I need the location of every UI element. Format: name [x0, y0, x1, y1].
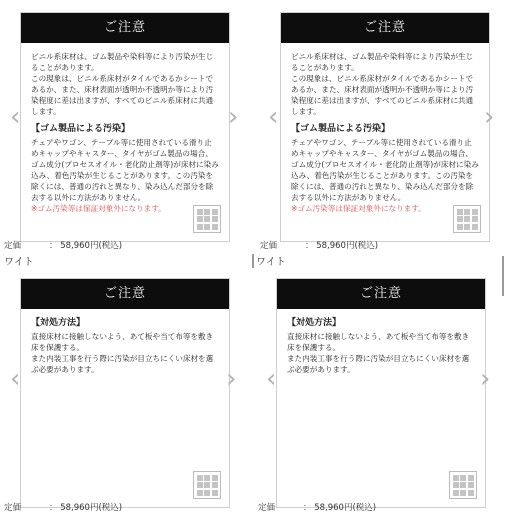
- price-label: 定価: [4, 241, 22, 251]
- chevron-left-icon[interactable]: ‹: [268, 102, 279, 132]
- notice-paragraph: ビニル系床材は、ゴム製品や染料等により汚染が生じることがあります。: [31, 52, 214, 72]
- notice-paragraph: チェアやワゴン、テーブル等に使用されている滑り止めキャップやキャスター、タイヤがゴム製品の場合、ゴム成分(プロセスオイル・老化防止剤等)が床材に染み込み、着色汚染が生じることがあります。この汚染を除くには、普通の汚れと異なり、染み込んだ部分を除去する以外に方法がありません。: [31, 138, 219, 202]
- price-value: ： 58,960円(税込): [303, 503, 377, 513]
- grid-icon[interactable]: [193, 205, 221, 233]
- chevron-left-icon[interactable]: ‹: [10, 102, 21, 132]
- notice-paragraph: この現象は、ビニル系床材がタイルであるかシートであるか、また、床材表面が透明か不透明か等により汚染程度に差は出ますが、すべてのビニル系床材に共通します。: [291, 74, 474, 116]
- product-name-label: ワイト: [4, 257, 34, 268]
- notice-card: [20, 278, 230, 508]
- notice-paragraph: ビニル系床材は、ゴム製品や染料等により汚染が生じることがあります。: [291, 52, 474, 72]
- chevron-right-icon[interactable]: ›: [228, 102, 239, 132]
- notice-card-body: [21, 43, 229, 214]
- notice-warning-text: ※ゴム汚染等は保証対象外になります。: [291, 204, 426, 213]
- notice-paragraph: 直接床材に接触しないよう、あて板や当て布等を敷き床を保護する。: [31, 332, 214, 352]
- notice-card-title: ご注意: [21, 13, 229, 43]
- notice-paragraph: また内装工事を行う際に汚染が目立ちにくい床材を選ぶ必要があります。: [31, 354, 214, 374]
- chevron-right-icon[interactable]: ›: [226, 364, 237, 394]
- chevron-right-icon[interactable]: ›: [484, 102, 495, 132]
- notice-card: [280, 12, 490, 242]
- notice-card: [276, 278, 486, 508]
- grid-icon[interactable]: [449, 471, 477, 499]
- price-label: 定価: [4, 503, 22, 513]
- product-cell: [0, 0, 246, 268]
- price-row: [258, 501, 376, 513]
- notice-paragraph: この現象は、ビニル系床材がタイルであるかシートであるか、また、床材表面が透明か不透明か等により汚染程度に差は出ますが、すべてのビニル系床材に共通します。: [31, 74, 214, 116]
- notice-card-title: ご注意: [281, 13, 489, 43]
- price-row: [4, 501, 122, 513]
- price-label: 定価: [260, 241, 278, 251]
- price-value: ： 58,960円(税込): [49, 503, 123, 513]
- chevron-right-icon[interactable]: ›: [480, 364, 491, 394]
- price-value: ： 58,960円(税込): [49, 241, 123, 251]
- chevron-left-icon[interactable]: ‹: [266, 364, 277, 394]
- product-name-label: ワイト: [256, 257, 286, 268]
- price-row: [4, 239, 122, 251]
- notice-section-heading: 【ゴム製品による汚染】: [291, 124, 391, 134]
- product-cell: [254, 256, 500, 512]
- notice-section-heading: 【対処方法】: [31, 318, 86, 328]
- page-scrollbar[interactable]: [502, 256, 504, 296]
- notice-paragraph: 直接床材に接触しないよう、あて板や当て布等を敷き床を保護する。: [287, 332, 470, 352]
- grid-icon[interactable]: [453, 205, 481, 233]
- notice-card-body: [277, 309, 485, 375]
- notice-paragraph: チェアやワゴン、テーブル等に使用されている滑り止めキャップやキャスター、タイヤがゴム製品の場合、ゴム成分(プロセスオイル・老化防止剤等)が床材に染み込み、着色汚染が生じることがあります。この汚染を除くには、普通の汚れと異なり、染み込んだ部分を除去する以外に方法がありません。: [291, 138, 479, 202]
- notice-card-body: [21, 309, 229, 375]
- product-cell: [0, 256, 246, 512]
- notice-card-body: [281, 43, 489, 214]
- notice-card: [20, 12, 230, 242]
- price-label: 定価: [258, 503, 276, 513]
- product-cell: [254, 0, 500, 268]
- grid-icon[interactable]: [193, 471, 221, 499]
- notice-section-heading: 【ゴム製品による汚染】: [31, 124, 131, 134]
- notice-section-heading: 【対処方法】: [287, 318, 342, 328]
- notice-card-title: ご注意: [277, 279, 485, 309]
- price-value: ： 58,960円(税込): [305, 241, 379, 251]
- notice-paragraph: また内装工事を行う際に汚染が目立ちにくい床材を選ぶ必要があります。: [287, 354, 470, 374]
- price-row: [260, 239, 378, 251]
- notice-card-title: ご注意: [21, 279, 229, 309]
- notice-warning-text: ※ゴム汚染等は保証対象外になります。: [31, 204, 166, 213]
- chevron-left-icon[interactable]: ‹: [10, 364, 21, 394]
